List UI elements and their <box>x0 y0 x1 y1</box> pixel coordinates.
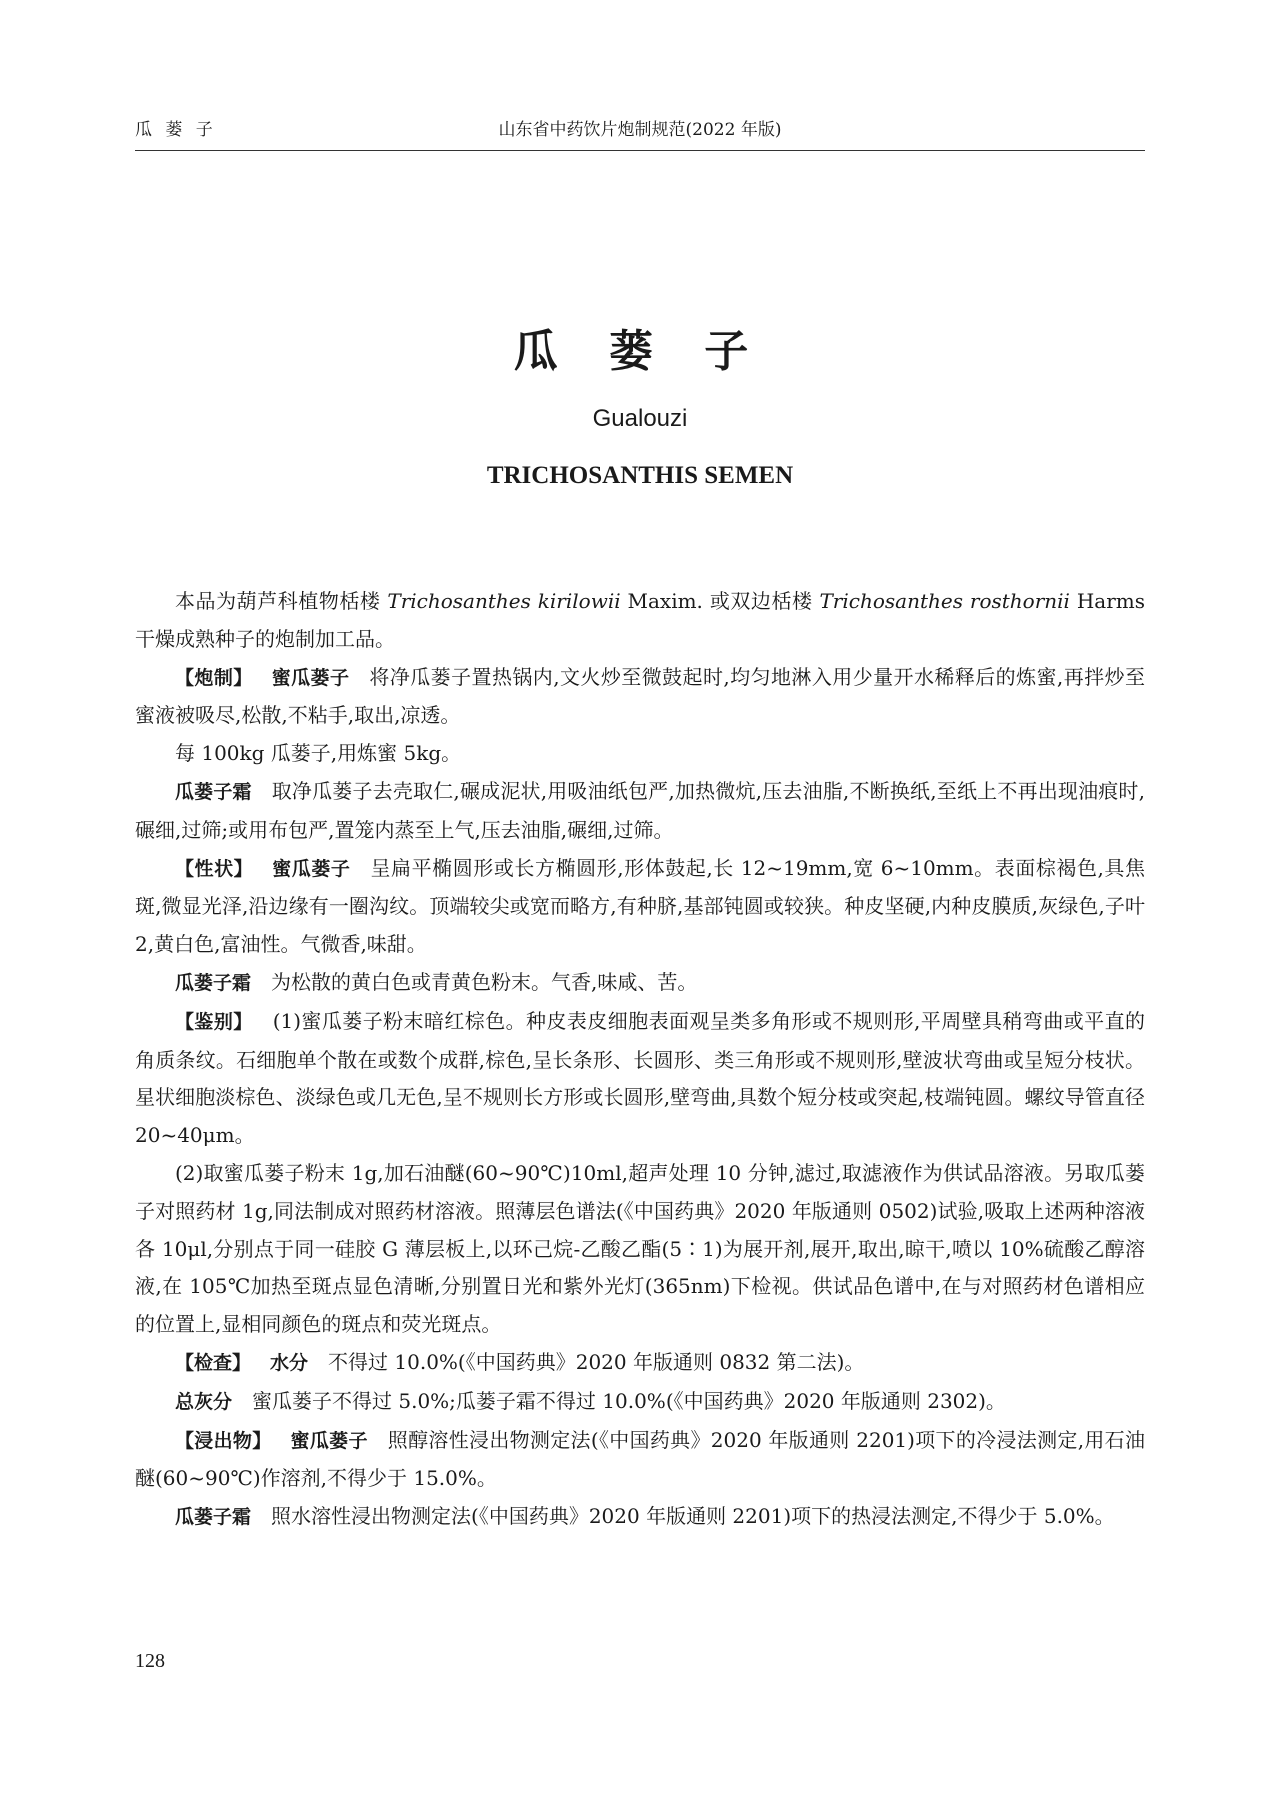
identification-paragraph-1 <box>135 1003 1145 1155</box>
intro-paragraph <box>135 583 1145 659</box>
running-header-title: 山东省中药饮片炮制规范(2022 年版) <box>498 120 782 140</box>
subheading-water: 水分 <box>270 1351 309 1374</box>
description-honey-text: 呈扁平椭圆形或长方椭圆形,形体鼓起,长 12~19mm,宽 6~10mm。表面棕褐色,具焦斑,微显光泽,沿边缘有一圈沟纹。顶端较尖或宽而略方,有种脐,基部钝圆或较狭。种皮坚硬,内种皮膜质,灰绿色,子叶 2,黄白色,富油性。气微香,味甜。 <box>135 855 1145 957</box>
pinyin-name: Gualouzi <box>592 405 688 432</box>
extract-honey-paragraph <box>135 1422 1145 1499</box>
species-name-1: Trichosanthes kirilowii <box>387 589 621 613</box>
subheading-total-ash: 总灰分 <box>175 1390 233 1413</box>
description-frost-text: 为松散的黄白色或青黄色粉末。气香,味咸、苦。 <box>271 969 698 994</box>
species-name-2: Trichosanthes rosthornii <box>819 589 1070 613</box>
identification-text-1: (1)蜜瓜蒌子粉末暗红棕色。种皮表皮细胞表面观呈类多角形或不规则形,平周壁具稍弯曲或平直的角质条纹。石细胞单个散在或数个成群,棕色,呈长条形、长圆形、类三角形或不规则形,壁波状弯曲或呈短分枝状。星状细胞淡棕色、淡绿色或几无色,呈不规则长方形或长圆形,壁弯曲,具数个短分枝或突起,枝端钝圆。螺纹导管直径 20~40μm。 <box>135 1008 1145 1148</box>
section-heading-extract: 【浸出物】 <box>175 1429 272 1452</box>
processing-frost-paragraph <box>135 773 1145 850</box>
section-heading-processing: 【炮制】 <box>175 666 253 689</box>
extract-frost-paragraph <box>135 1498 1145 1537</box>
section-heading-identification: 【鉴别】 <box>175 1010 253 1033</box>
intro-text-1: 本品为葫芦科植物栝楼 <box>175 589 388 613</box>
subheading-frost: 瓜蒌子霜 <box>175 971 252 994</box>
monograph-title: 瓜 蒌 子 <box>513 326 767 377</box>
intro-text-2: Maxim. 或双边栝楼 <box>620 589 820 613</box>
processing-frost-text: 取净瓜蒌子去壳取仁,碾成泥状,用吸油纸包严,加热微炕,压去油脂,不断换纸,至纸上不再出现油痕时,碾细,过筛;或用布包严,置笼内蒸至上气,压去油脂,碾细,过筛。 <box>135 778 1145 842</box>
inspection-ash-text: 蜜瓜蒌子不得过 5.0%;瓜蒌子霜不得过 10.0%(《中国药典》2020 年版通则 2302)。 <box>252 1388 1006 1413</box>
extract-frost-text: 照水溶性浸出物测定法(《中国药典》2020 年版通则 2201)项下的热浸法测定,不得少于 5.0%。 <box>271 1504 1115 1529</box>
section-heading-inspection: 【检查】 <box>175 1351 252 1374</box>
subheading-frost: 瓜蒌子霜 <box>175 780 252 803</box>
subheading-frost: 瓜蒌子霜 <box>175 1506 252 1529</box>
latin-name: TRICHOSANTHIS SEMEN <box>486 462 794 489</box>
intro-text-3: Harms 干燥成熟种子的炮制加工品。 <box>135 589 1145 651</box>
subheading-honey: 蜜瓜蒌子 <box>271 666 350 689</box>
inspection-water-text: 不得过 10.0%(《中国药典》2020 年版通则 0832 第二法)。 <box>328 1349 865 1374</box>
inspection-ash-paragraph <box>135 1383 1145 1422</box>
processing-ratio: 每 100kg 瓜蒌子,用炼蜜 5kg。 <box>175 741 462 766</box>
extract-honey-text: 照醇溶性浸出物测定法(《中国药典》2020 年版通则 2201)项下的冷浸法测定,用石油醚(60~90℃)作溶剂,不得少于 15.0%。 <box>135 1427 1145 1491</box>
page-number: 128 <box>135 1650 165 1672</box>
processing-honey-paragraph <box>135 659 1145 736</box>
description-frost-paragraph <box>135 964 1145 1003</box>
identification-paragraph-2: (2)取蜜瓜蒌子粉末 1g,加石油醚(60~90℃)10ml,超声处理 10 分钟,滤过,取滤液作为供试品溶液。另取瓜蒌子对照药材 1g,同法制成对照药材溶液。照薄层色谱法(《中国药典》2020 年版通则 0502)试验,吸取上述两种溶液各 10μl,分别点于同一硅胶 G 薄层板上,以环己烷-乙酸乙酯(5∶1)为展开剂,展开,取出,晾干,喷以 10%硫酸乙醇溶液,在 105℃加热至斑点显色清晰,分别置日光和紫外光灯(365nm)下检视。供试品色谱中,在与对照药材色谱相应的位置上,显相同颜色的斑点和荧光斑点。 <box>135 1160 1145 1337</box>
section-heading-description: 【性状】 <box>175 857 254 880</box>
subheading-honey: 蜜瓜蒌子 <box>290 1429 368 1452</box>
processing-honey-text: 将净瓜蒌子置热锅内,文火炒至微鼓起时,均匀地淋入用少量开水稀释后的炼蜜,再拌炒至蜜液被吸尽,松散,不粘手,取出,凉透。 <box>135 664 1145 728</box>
subheading-honey: 蜜瓜蒌子 <box>272 857 351 880</box>
monograph-body <box>135 583 1145 1537</box>
header-divider <box>135 150 1145 151</box>
inspection-water-paragraph <box>135 1344 1145 1383</box>
running-header-left: 瓜 蒌 子 <box>135 120 217 140</box>
description-honey-paragraph <box>135 850 1145 964</box>
